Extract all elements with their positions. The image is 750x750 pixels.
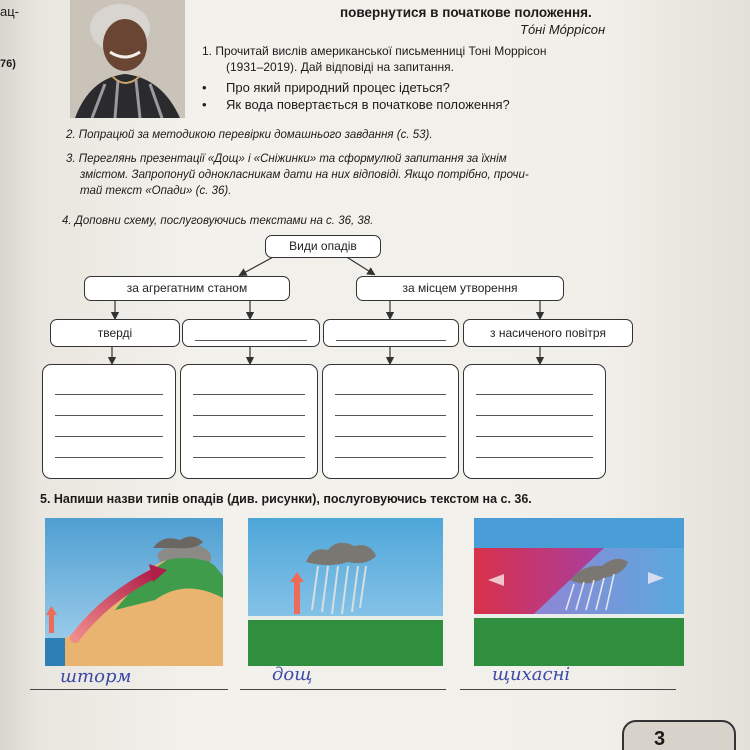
answer-box-3[interactable]: [322, 364, 459, 479]
scheme-leaf-blank-1[interactable]: [182, 319, 320, 347]
answer-line: [193, 415, 305, 416]
scheme-branch-aggregate: за агрегатним станом: [84, 276, 290, 301]
task3-line1: 3. Переглянь презентації «Дощ» і «Сніжинки» та сформулюй запитання за їхнім: [66, 153, 507, 165]
answer-line: [193, 436, 305, 437]
bullet-dot-icon: •: [202, 80, 207, 95]
handwritten-answer-3: щихасні: [492, 664, 571, 685]
task1-line1: 1. Прочитай вислів американської письменниці Тоні Моррісон: [202, 44, 547, 58]
answer-line: [476, 457, 593, 458]
answer-line: [193, 457, 305, 458]
scheme-branch-origin: за місцем утворення: [356, 276, 564, 301]
quote-line: повернутися в початкове положення.: [340, 5, 592, 20]
bullet-dot-icon: •: [202, 97, 207, 112]
task5: 5. Напиши назви типів опадів (див. рисунки), послуговуючись текстом на с. 36.: [40, 492, 532, 506]
answer-line: [335, 415, 446, 416]
task3-line3: тай текст «Опади» (с. 36).: [80, 185, 232, 197]
margin-number: 76): [0, 58, 16, 70]
task4: 4. Доповни схему, послуговуючись текстами на с. 36, 38.: [62, 215, 374, 227]
answer-line: [476, 415, 593, 416]
answer-box-4[interactable]: [463, 364, 606, 479]
answer-line: [55, 415, 163, 416]
scheme-leaf-saturated-air: з насиченого повітря: [463, 319, 633, 347]
task2: 2. Попрацюй за методикою перевірки домашнього завдання (с. 53).: [66, 129, 433, 141]
handwritten-answer-2: дощ: [272, 664, 313, 685]
answer-line: [335, 457, 446, 458]
task1-bullet1: Про який природний процес ідеться?: [226, 80, 450, 95]
scheme-leaf-solid: тверді: [50, 319, 180, 347]
answer-underline-2[interactable]: [240, 689, 446, 690]
answer-line: [476, 394, 593, 395]
scheme-root-box: Види опадів: [265, 235, 381, 258]
picture-frontal-precipitation: [474, 518, 684, 666]
answer-line: [335, 394, 446, 395]
answer-line: [55, 394, 163, 395]
margin-fragment: ац-: [0, 4, 20, 19]
answer-underline-1[interactable]: [30, 689, 228, 690]
fill-in-line: [336, 340, 446, 341]
page-number: 3: [654, 728, 666, 750]
answer-line: [476, 436, 593, 437]
answer-box-1[interactable]: [42, 364, 176, 479]
answer-line: [55, 457, 163, 458]
page-number-tab: [622, 720, 736, 750]
task3-line2: змістом. Запропонуй однокласникам дати на них відповіді. Якщо потрібно, прочи-: [80, 169, 529, 181]
scheme-leaf-blank-2[interactable]: [323, 319, 459, 347]
answer-line: [193, 394, 305, 395]
quote-author: Тóні Мóррісон: [520, 22, 606, 37]
task1-line2: (1931–2019). Дай відповіді на запитання.: [226, 60, 454, 74]
task1-bullet2: Як вода повертається в початкове положення?: [226, 97, 510, 112]
answer-line: [55, 436, 163, 437]
answer-underline-3[interactable]: [460, 689, 676, 690]
picture-orographic-precipitation: [45, 518, 223, 666]
picture-convective-rain: [248, 518, 443, 666]
handwritten-answer-1: шторм: [60, 666, 132, 687]
answer-line: [335, 436, 446, 437]
answer-box-2[interactable]: [180, 364, 318, 479]
fill-in-line: [195, 340, 307, 341]
